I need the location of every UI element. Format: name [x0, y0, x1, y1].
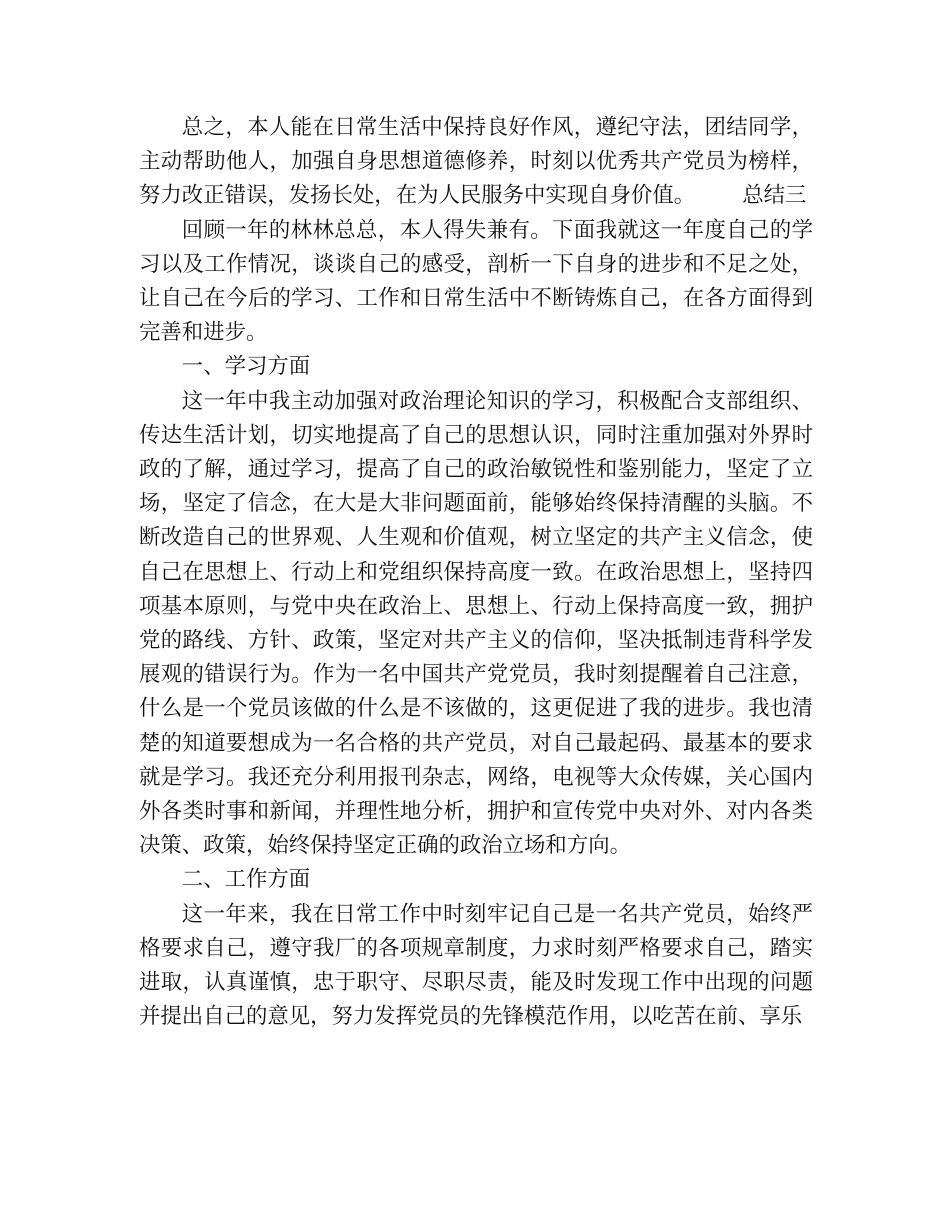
- section-title-summary-three: 总结三: [742, 183, 807, 209]
- paragraph-summary-text: 总之，本人能在日常生活中保持良好作风，遵纪守法，团结同学，主动帮助他人，加强自身思想道德修养，时刻以优秀共产党员为榜样，努力改正错误，发扬长处，在为人民服务中实现自身价值。: [139, 115, 813, 209]
- heading-work: 二、工作方面: [181, 867, 311, 893]
- paragraph-review: 回顾一年的林林总总，本人得失兼有。下面我就这一年度自己的学习以及工作情况，谈谈自己的感受，剖析一下自身的进步和不足之处，让自己在今后的学习、工作和日常生活中不断铸炼自己，在各方面得到完善和进步。: [139, 217, 813, 346]
- paragraph-summary: [139, 111, 813, 214]
- paragraph-study: 这一年中我主动加强对政治理论知识的学习，积极配合支部组织、传达生活计划，切实地提高了自己的思想认识，同时注重加强对外界时政的了解，通过学习，提高了自己的政治敏锐性和鉴别能力，坚定了立场，坚定了信念，在大是大非问题面前，能够始终保持清醒的头脑。不断改造自己的世界观、人生观和价值观，树立坚定的共产主义信念，使自己在思想上、行动上和党组织保持高度一致。在政治思想上，坚持四项基本原则，与党中央在政治上、思想上、行动上保持高度一致，拥护党的路线、方针、政策，坚定对共产主义的信仰，坚决抵制违背科学发展观的错误行为。作为一名中国共产党党员，我时刻提醒着自己注意，什么是一个党员该做的什么是不该做的，这更促进了我的进步。我也清楚的知道要想成为一名合格的共产党员，对自己最起码、最基本的要求就是学习。我还充分利用报刊杂志，网络，电视等大众传媒，关心国内外各类时事和新闻，并理性地分析，拥护和宣传党中央对外、对内各类决策、政策，始终保持坚定正确的政治立场和方向。: [139, 388, 813, 859]
- document-body: [139, 111, 813, 1034]
- heading-study: 一、学习方面: [181, 354, 311, 380]
- paragraph-work: 这一年来，我在日常工作中时刻牢记自己是一名共产党员，始终严格要求自己，遵守我厂的各项规章制度，力求时刻严格要求自己，踏实进取，认真谨慎，忠于职守、尽职尽责，能及时发现工作中出现的问题并提出自己的意见，努力发挥党员的先锋模范作用，以吃苦在前、享乐: [139, 901, 813, 1030]
